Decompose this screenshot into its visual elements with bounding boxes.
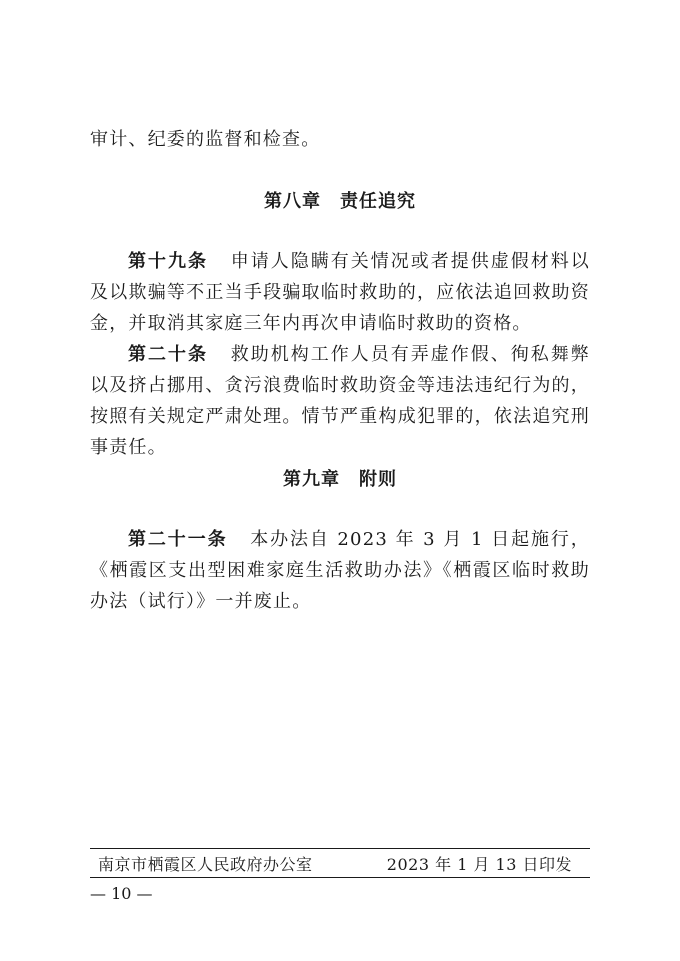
continuation-paragraph: 审计、纪委的监督和检查。 xyxy=(90,129,321,150)
footer-issuer: 南京市栖霞区人民政府办公室 xyxy=(98,855,313,874)
article-20 xyxy=(90,339,590,463)
article-19-number: 第十九条 xyxy=(128,251,208,272)
footer-divider-top xyxy=(90,848,590,849)
chapter-9-title: 第九章 附则 xyxy=(283,469,397,490)
article-21-number: 第二十一条 xyxy=(128,529,228,550)
article-19-text: 申请人隐瞒有关情况或者提供虚假材料以及以欺骗等不正当手段骗取临时救助的，应依法追回救助资金，并取消其家庭三年内再次申请临时救助的资格。 xyxy=(90,251,590,334)
article-21 xyxy=(90,524,590,617)
article-19 xyxy=(90,246,590,339)
article-21-text: 本办法自 2023 年 3 月 1 日起施行，《栖霞区支出型困难家庭生活救助办法》《栖霞区临时救助办法（试行）》一并废止。 xyxy=(90,529,590,612)
article-20-number: 第二十条 xyxy=(128,344,208,365)
page-number: — 10 — xyxy=(90,884,153,903)
chapter-8-title: 第八章 责任追究 xyxy=(264,191,416,212)
article-20-text: 救助机构工作人员有弄虚作假、徇私舞弊以及挤占挪用、贪污浪费临时救助资金等违法违纪行为的，按照有关规定严肃处理。情节严重构成犯罪的，依法追究刑事责任。 xyxy=(90,344,590,458)
footer-date: 2023 年 1 月 13 日印发 xyxy=(386,855,572,874)
footer-divider-bottom xyxy=(90,877,590,878)
